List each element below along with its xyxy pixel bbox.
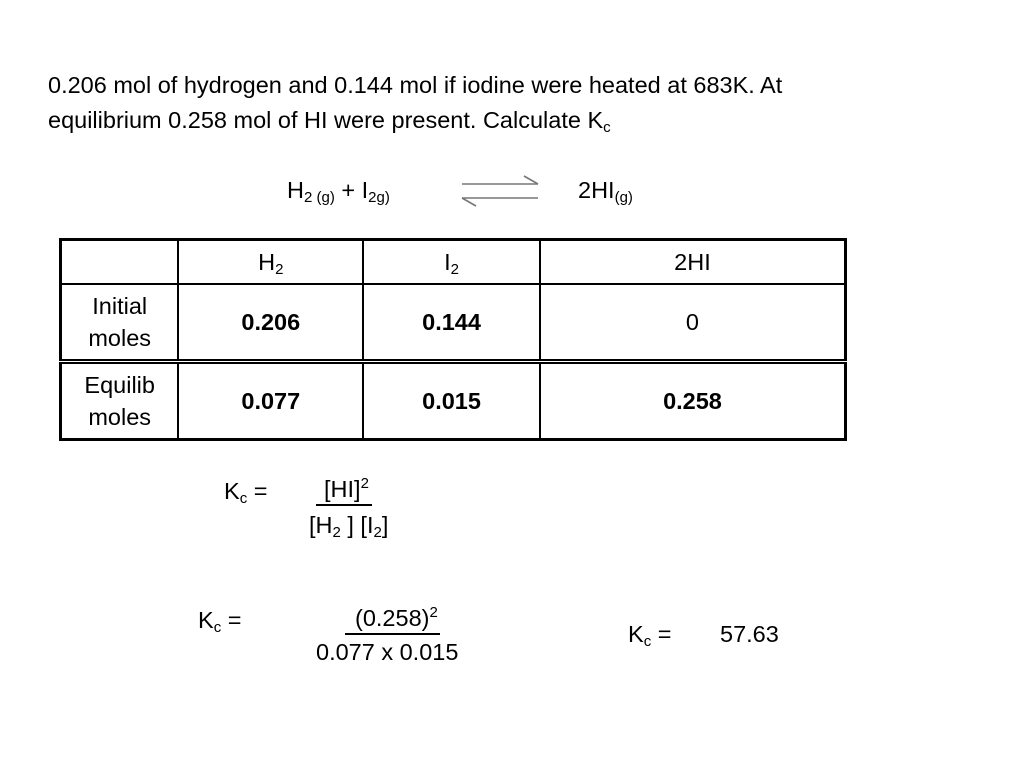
reaction-reactants: [287, 175, 390, 205]
problem-line-2: [48, 103, 1008, 138]
product-hi-subscript: (g): [614, 189, 633, 206]
header-h2: H: [258, 249, 276, 275]
kc-expression-denominator: [309, 510, 388, 540]
equilibrium-i2-cell: 0.015: [363, 362, 540, 440]
product-hi: 2HI: [578, 177, 615, 203]
kc-expression-label: [224, 476, 267, 506]
kc-den-h-close: ]: [340, 512, 354, 538]
kc-expression-k-subscript: c: [239, 490, 248, 507]
kc-substituted-k: K: [198, 607, 214, 633]
initial-label-line2: moles: [88, 325, 152, 351]
header-hi-cell: 2HI: [540, 240, 846, 285]
problem-line-2-text: equilibrium 0.258 mol of HI were present. Calculate K: [48, 107, 604, 133]
reactant-h: H: [287, 177, 304, 203]
equilibrium-hi-cell: 0.258: [540, 362, 846, 440]
table-row-initial: [61, 284, 846, 362]
initial-label-cell: [61, 284, 179, 362]
kc-den-i-subscript: 2: [373, 524, 382, 541]
equilibrium-arrows-icon: [458, 172, 542, 210]
header-h2-subscript: 2: [275, 261, 284, 278]
kc-substituted-equals: =: [221, 607, 242, 633]
kc-numerator-text: [HI]: [324, 476, 361, 502]
initial-i2-cell: 0.144: [363, 284, 540, 362]
initial-label-line1: Initial: [92, 293, 148, 319]
table-row-equilibrium: [61, 362, 846, 440]
ice-table: [59, 238, 847, 441]
reactant-i-subscript: 2g): [368, 189, 390, 206]
kc-substituted-numerator-box: [345, 603, 440, 635]
kc-result-k: K: [628, 621, 644, 647]
kc-den-h-open: [H: [309, 512, 333, 538]
kc-substituted-denominator: 0.077 x 0.015: [316, 639, 459, 665]
kc-den-i-close: ]: [381, 512, 389, 538]
initial-hi-cell: 0: [540, 284, 846, 362]
kc-den-i-open: [I: [353, 512, 374, 538]
kc-result-equals: =: [651, 621, 672, 647]
reaction-products: [578, 175, 633, 205]
initial-h2-cell: 0.206: [178, 284, 363, 362]
kc-numerator-superscript: 2: [360, 475, 369, 492]
header-h2-cell: [178, 240, 363, 285]
kc-expression-numerator: [316, 474, 372, 506]
table-header-row: [61, 240, 846, 285]
equilibrium-label-cell: [61, 362, 179, 440]
kc-den-h-subscript: 2: [332, 524, 341, 541]
equilibrium-label-line2: moles: [88, 404, 152, 430]
kc-substituted-numerator: [345, 603, 440, 635]
header-i2: I: [444, 249, 451, 275]
reactant-h-subscript: 2 (g): [303, 189, 335, 206]
kc-expression-equals: =: [247, 478, 268, 504]
header-i2-subscript: 2: [450, 261, 459, 278]
equilibrium-label-line1: Equilib: [84, 372, 155, 398]
kc-result-label: [628, 619, 671, 649]
reactant-plus-i: + I: [334, 177, 369, 203]
problem-line-2-subscript: c: [603, 119, 611, 136]
problem-statement: [48, 68, 1008, 138]
equilibrium-h2-cell: 0.077: [178, 362, 363, 440]
kc-result-k-subscript: c: [643, 633, 652, 650]
kc-expression-k: K: [224, 478, 240, 504]
header-i2-cell: [363, 240, 540, 285]
kc-substituted-numerator-superscript: 2: [429, 604, 438, 621]
kc-substituted-k-subscript: c: [213, 619, 222, 636]
kc-result-value: 57.63: [720, 621, 779, 647]
kc-substituted-label: [198, 605, 241, 635]
kc-expression-numerator-box: [316, 474, 372, 506]
problem-line-1: 0.206 mol of hydrogen and 0.144 mol if iodine were heated at 683K. At: [48, 72, 783, 98]
header-blank-cell: [61, 240, 179, 285]
kc-substituted-numerator-text: (0.258): [355, 605, 430, 631]
